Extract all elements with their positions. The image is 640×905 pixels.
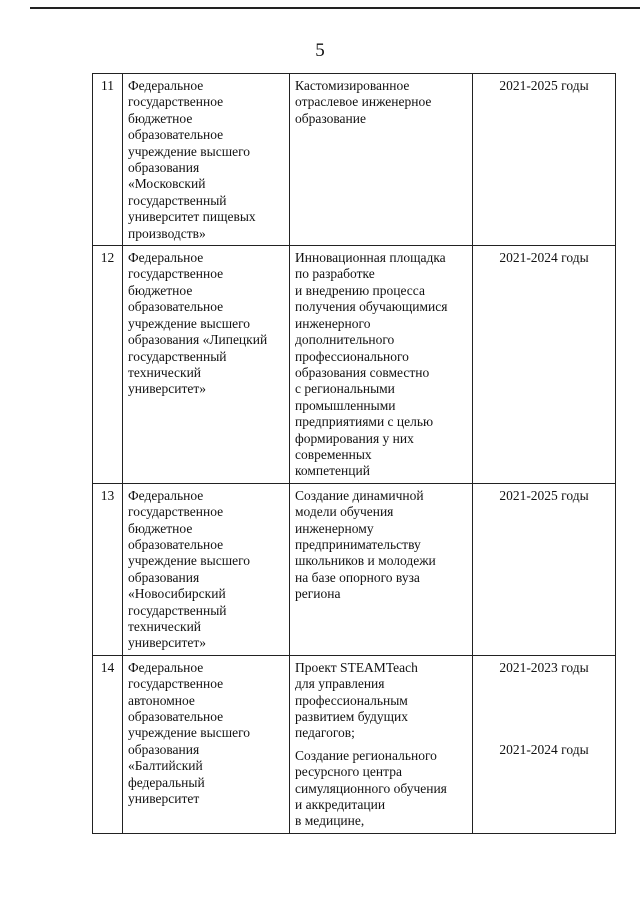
years-text: 2021-2025 годы [499, 487, 589, 503]
organization-cell [123, 246, 290, 484]
text-line: формирования у них [295, 430, 414, 446]
text-line: образования совместно [295, 364, 430, 380]
programs-table [92, 73, 616, 834]
row-number [93, 74, 123, 246]
page-number: 5 [315, 40, 325, 61]
text-line: образовательное [128, 299, 224, 315]
text-line: развитием будущих [295, 709, 408, 725]
table-row [93, 655, 616, 833]
text-line: современных [295, 446, 372, 462]
text-line: и внедрению процесса [295, 282, 425, 298]
text-line: государственный [128, 602, 227, 618]
text-line: образовательное [128, 536, 224, 552]
text-line: «Московский [128, 176, 206, 192]
years-cell [473, 483, 616, 655]
text-line: технический [128, 364, 202, 380]
table-row [93, 74, 616, 246]
text-line: автономное [128, 692, 195, 708]
text-line: на базе опорного вуза [295, 569, 420, 585]
row-number-text: 13 [100, 487, 115, 503]
text-line: образование [295, 110, 366, 126]
years-text: 2021-2024 годы [499, 250, 589, 266]
text-line: образования [128, 569, 200, 585]
years-text: 2021-2023 годы [499, 659, 589, 675]
project-cell [290, 483, 473, 655]
text-line: компетенций [295, 463, 370, 479]
text-line: профессиональным [295, 692, 408, 708]
text-line: Федеральное [128, 78, 204, 93]
text-line: с региональными [295, 381, 395, 397]
text-line: предпринимательству [295, 536, 421, 552]
text-line: «Новосибирский [128, 586, 226, 602]
row-number [93, 483, 123, 655]
years-text: 2021-2024 годы [499, 742, 589, 758]
text-line: образования [128, 160, 200, 176]
organization-cell [123, 74, 290, 246]
table-row [93, 246, 616, 484]
text-line: получения обучающимися [295, 299, 448, 315]
years-cell [473, 74, 616, 246]
text-line: Создание регионального [295, 747, 437, 763]
text-line: и аккредитации [295, 797, 386, 813]
text-line: Федеральное [128, 659, 204, 675]
spacer [478, 676, 610, 742]
text-line: инженерного [295, 315, 371, 331]
text-line: университет» [128, 381, 206, 397]
text-line: региона [295, 586, 341, 602]
text-line: государственное [128, 266, 224, 282]
text-line: учреждение высшего [128, 315, 251, 331]
text-line: образования [128, 741, 200, 757]
text-line: образовательное [128, 127, 224, 143]
text-line: учреждение высшего [128, 143, 251, 159]
project-cell [290, 246, 473, 484]
text-line: инженерному [295, 520, 374, 536]
text-line: федеральный [128, 774, 205, 790]
row-number [93, 655, 123, 833]
text-line: промышленными [295, 397, 396, 413]
text-line: образовательное [128, 709, 224, 725]
project-cell [290, 74, 473, 246]
text-line: университет» [128, 635, 206, 651]
years-cell [473, 246, 616, 484]
text-line: бюджетное [128, 520, 193, 536]
text-line: государственный [128, 192, 227, 208]
text-line: ресурсного центра [295, 764, 402, 780]
text-line: учреждение высшего [128, 553, 251, 569]
text-line: дополнительного [295, 332, 395, 348]
text-line: университет пищевых [128, 209, 256, 225]
text-line: для управления [295, 676, 385, 692]
text-line: бюджетное [128, 282, 193, 298]
text-line: Проект STEAMTeach [295, 659, 418, 675]
text-line: производств» [128, 225, 206, 241]
text-line: модели обучения [295, 504, 394, 520]
row-number-text: 14 [100, 659, 115, 675]
text-line: образования «Липецкий [128, 332, 268, 348]
text-line: школьников и молодежи [295, 553, 436, 569]
organization-cell [123, 655, 290, 833]
years-text: 2021-2025 годы [499, 78, 589, 93]
text-line: Создание динамичной [295, 487, 424, 503]
text-line: Кастомизированное [295, 78, 410, 93]
text-line: государственный [128, 348, 227, 364]
text-line: в медицине, [295, 813, 365, 829]
organization-cell [123, 483, 290, 655]
text-line: учреждение высшего [128, 725, 251, 741]
text-line: государственное [128, 94, 224, 110]
text-line: предприятиями с целью [295, 414, 434, 430]
project-cell [290, 655, 473, 833]
text-line: по разработке [295, 266, 375, 282]
row-number-text: 12 [100, 250, 115, 266]
text-line: Федеральное [128, 487, 204, 503]
text-line: Федеральное [128, 250, 204, 266]
text-line: бюджетное [128, 110, 193, 126]
text-line: профессионального [295, 348, 409, 364]
text-line: университет [128, 791, 200, 807]
text-line: Инновационная площадка [295, 250, 446, 266]
row-number-text: 11 [101, 78, 114, 93]
top-border-line [30, 7, 640, 9]
text-line: симуляционного обучения [295, 780, 447, 796]
text-line: государственное [128, 504, 224, 520]
text-line: государственное [128, 676, 224, 692]
row-number [93, 246, 123, 484]
table-row [93, 483, 616, 655]
text-line: отраслевое инженерное [295, 94, 432, 110]
text-line: «Балтийский [128, 758, 203, 774]
text-line: технический [128, 619, 202, 634]
text-line: педагогов; [295, 725, 355, 741]
years-cell [473, 655, 616, 833]
